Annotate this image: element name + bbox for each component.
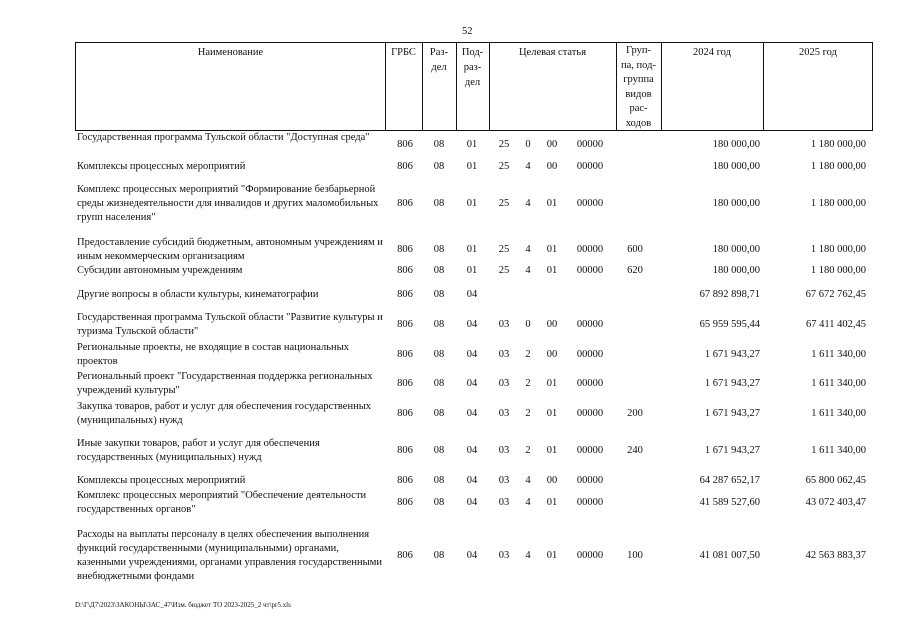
cell-razdel: 08: [433, 445, 445, 456]
cell-target-direction: 00000: [576, 475, 604, 486]
cell-podrazdel: 01: [466, 139, 478, 150]
cell-razdel: 08: [433, 161, 445, 172]
cell-target-event: 00: [546, 319, 558, 330]
table-row: [0, 474, 905, 488]
cell-name: Комплексы процессных мероприятий: [77, 475, 246, 486]
table-row: [0, 400, 905, 428]
cell-podrazdel: 04: [466, 289, 478, 300]
cell-target-direction: 00000: [576, 445, 604, 456]
cell-target-program: 25: [498, 161, 510, 172]
cell-target-subprogram: 0: [525, 139, 531, 150]
header-grbs: ГРБС: [391, 47, 416, 58]
cell-2024: 41 589 527,60: [699, 497, 760, 508]
cell-2025: 65 800 062,45: [805, 475, 866, 486]
cell-podrazdel: 01: [466, 198, 478, 209]
cell-razdel: 08: [433, 550, 445, 561]
header-razdel: Раз- дел: [429, 47, 449, 73]
cell-2024: 180 000,00: [712, 139, 760, 150]
page-number: 52: [462, 26, 473, 37]
cell-name: Региональный проект "Государственная поддержка региональных учреждений культуры": [77, 371, 373, 396]
cell-2025: 1 180 000,00: [810, 139, 866, 150]
table-row: [0, 528, 905, 584]
table-row: [0, 264, 905, 278]
cell-2024: 64 287 652,17: [699, 475, 760, 486]
cell-name: Предоставление субсидий бюджетным, автономным учреждениям и иным некоммерческим организациям: [77, 237, 383, 262]
cell-target-event: 01: [546, 408, 558, 419]
table-row: [0, 341, 905, 369]
cell-razdel: 08: [433, 289, 445, 300]
cell-target-direction: 00000: [576, 550, 604, 561]
cell-2024: 67 892 898,71: [699, 289, 760, 300]
cell-target-event: 01: [546, 550, 558, 561]
cell-2025: 1 611 340,00: [811, 445, 866, 456]
cell-target-program: 03: [498, 349, 510, 360]
cell-target-direction: 00000: [576, 497, 604, 508]
cell-target-direction: 00000: [576, 349, 604, 360]
header-target-article: Целевая статья: [518, 47, 587, 58]
cell-razdel: 08: [433, 319, 445, 330]
cell-grbs: 806: [397, 445, 413, 456]
cell-target-direction: 00000: [576, 378, 604, 389]
table-row: [0, 183, 905, 225]
cell-razdel: 08: [433, 475, 445, 486]
cell-grbs: 806: [397, 289, 413, 300]
cell-2024: 180 000,00: [712, 161, 760, 172]
cell-target-direction: 00000: [576, 198, 604, 209]
cell-target-subprogram: 4: [525, 265, 531, 276]
cell-razdel: 08: [433, 378, 445, 389]
cell-target-event: 01: [546, 378, 558, 389]
cell-target-subprogram: 2: [525, 408, 531, 419]
cell-grbs: 806: [397, 139, 413, 150]
cell-name: Иные закупки товаров, работ и услуг для обеспечения государственных (муниципальных) нужд: [77, 438, 320, 463]
cell-grbs: 806: [397, 378, 413, 389]
cell-target-event: 00: [546, 349, 558, 360]
cell-name: Государственная программа Тульской области "Доступная среда": [77, 132, 370, 143]
table-row: [0, 131, 905, 159]
cell-target-program: 03: [498, 475, 510, 486]
cell-target-direction: 00000: [576, 139, 604, 150]
cell-target-subprogram: 4: [525, 161, 531, 172]
cell-grbs: 806: [397, 319, 413, 330]
cell-2025: 1 180 000,00: [810, 265, 866, 276]
table-row: [0, 236, 905, 264]
cell-grbs: 806: [397, 349, 413, 360]
cell-2025: 67 411 402,45: [806, 319, 866, 330]
cell-2025: 43 072 403,47: [805, 497, 866, 508]
cell-grbs: 806: [397, 244, 413, 255]
header-podrazdel: Под- раз- дел: [461, 47, 484, 88]
cell-expense-group: 620: [627, 265, 643, 276]
cell-2024: 180 000,00: [712, 198, 760, 209]
cell-target-program: 03: [498, 408, 510, 419]
cell-razdel: 08: [433, 244, 445, 255]
header-2024: 2024 год: [693, 47, 731, 58]
cell-target-direction: 00000: [576, 161, 604, 172]
cell-razdel: 08: [433, 265, 445, 276]
cell-2025: 1 180 000,00: [810, 244, 866, 255]
cell-podrazdel: 04: [466, 497, 478, 508]
cell-target-program: 25: [498, 198, 510, 209]
cell-podrazdel: 04: [466, 550, 478, 561]
cell-name: Комплекс процессных мероприятий "Обеспечение деятельности государственных органов": [77, 490, 367, 515]
cell-2024: 180 000,00: [712, 244, 760, 255]
cell-podrazdel: 04: [466, 349, 478, 360]
cell-target-event: 01: [546, 244, 558, 255]
cell-podrazdel: 04: [466, 319, 478, 330]
cell-grbs: 806: [397, 161, 413, 172]
cell-target-subprogram: 2: [525, 349, 531, 360]
cell-razdel: 08: [433, 497, 445, 508]
cell-target-event: 01: [546, 198, 558, 209]
cell-2024: 1 671 943,27: [704, 408, 760, 419]
cell-target-program: 03: [498, 445, 510, 456]
cell-name: Закупка товаров, работ и услуг для обеспечения государственных (муниципальных) нужд: [77, 401, 372, 426]
cell-razdel: 08: [433, 408, 445, 419]
cell-podrazdel: 01: [466, 161, 478, 172]
cell-target-direction: 00000: [576, 408, 604, 419]
table-header: [75, 42, 873, 131]
cell-target-program: 03: [498, 497, 510, 508]
cell-2025: 1 180 000,00: [810, 198, 866, 209]
cell-grbs: 806: [397, 475, 413, 486]
table-row: [0, 489, 905, 517]
cell-target-direction: 00000: [576, 265, 604, 276]
cell-podrazdel: 04: [466, 408, 478, 419]
table-row: [0, 288, 905, 302]
cell-grbs: 806: [397, 497, 413, 508]
header-name: Наименование: [197, 47, 264, 58]
cell-expense-group: 600: [627, 244, 643, 255]
cell-grbs: 806: [397, 408, 413, 419]
cell-podrazdel: 04: [466, 475, 478, 486]
cell-name: Комплексы процессных мероприятий: [77, 161, 246, 172]
cell-target-event: 00: [546, 161, 558, 172]
cell-target-program: 03: [498, 378, 510, 389]
cell-2025: 1 180 000,00: [810, 161, 866, 172]
cell-2024: 65 959 595,44: [699, 319, 760, 330]
cell-2024: 1 671 943,27: [704, 445, 760, 456]
cell-podrazdel: 04: [466, 378, 478, 389]
cell-target-subprogram: 4: [525, 244, 531, 255]
cell-target-program: 25: [498, 265, 510, 276]
cell-2024: 1 671 943,27: [704, 378, 760, 389]
cell-target-event: 01: [546, 265, 558, 276]
cell-razdel: 08: [433, 198, 445, 209]
cell-name: Комплекс процессных мероприятий "Формирование безбарьерной среды жизнедеятельности для инвалидов и других маломобильных групп населения": [77, 184, 379, 223]
table-row: [0, 370, 905, 398]
cell-grbs: 806: [397, 550, 413, 561]
cell-grbs: 806: [397, 198, 413, 209]
cell-2025: 1 611 340,00: [811, 349, 866, 360]
cell-target-subprogram: 4: [525, 497, 531, 508]
cell-target-direction: 00000: [576, 244, 604, 255]
cell-target-program: 25: [498, 139, 510, 150]
cell-target-event: 01: [546, 445, 558, 456]
cell-grbs: 806: [397, 265, 413, 276]
cell-2025: 1 611 340,00: [811, 378, 866, 389]
cell-name: Субсидии автономным учреждениям: [77, 265, 243, 276]
cell-2025: 1 611 340,00: [811, 408, 866, 419]
cell-target-program: 25: [498, 244, 510, 255]
cell-name: Другие вопросы в области культуры, кинематографии: [77, 289, 319, 300]
table-row: [0, 311, 905, 339]
header-expense-group: Груп- па, под- группа видов рас- ходов: [621, 45, 656, 129]
cell-2024: 41 081 007,50: [699, 550, 760, 561]
table-row: [0, 437, 905, 465]
cell-name: Расходы на выплаты персоналу в целях обеспечения выполнения функций государственными (муниципальными) органами, казенными учреждениями, органами управления государственными внебюджетными фондами: [77, 529, 382, 582]
cell-expense-group: 240: [627, 445, 643, 456]
file-path-footer: D:\Г\Д7\2023\ЗАКОНЫ\ЗАС_47\Изм. бюджет ТО 2023-2025_2 чт\pr5.xls: [75, 601, 291, 609]
cell-expense-group: 200: [627, 408, 643, 419]
cell-razdel: 08: [433, 349, 445, 360]
cell-2025: 67 672 762,45: [805, 289, 866, 300]
cell-2025: 42 563 883,37: [805, 550, 866, 561]
cell-target-event: 00: [546, 139, 558, 150]
cell-target-event: 00: [546, 475, 558, 486]
cell-name: Государственная программа Тульской области "Развитие культуры и туризма Тульской области": [77, 312, 383, 337]
cell-podrazdel: 01: [466, 265, 478, 276]
header-2025: 2025 год: [799, 47, 837, 58]
cell-podrazdel: 04: [466, 445, 478, 456]
table-row: [0, 160, 905, 174]
cell-target-program: 03: [498, 550, 510, 561]
cell-2024: 180 000,00: [712, 265, 760, 276]
cell-target-subprogram: 4: [525, 475, 531, 486]
cell-podrazdel: 01: [466, 244, 478, 255]
cell-2024: 1 671 943,27: [704, 349, 760, 360]
cell-name: Региональные проекты, не входящие в состав национальных проектов: [77, 342, 349, 367]
cell-target-subprogram: 0: [525, 319, 531, 330]
cell-target-program: 03: [498, 319, 510, 330]
cell-target-subprogram: 4: [525, 550, 531, 561]
cell-expense-group: 100: [627, 550, 643, 561]
cell-target-direction: 00000: [576, 319, 604, 330]
cell-target-subprogram: 4: [525, 198, 531, 209]
cell-target-event: 01: [546, 497, 558, 508]
cell-razdel: 08: [433, 139, 445, 150]
cell-target-subprogram: 2: [525, 378, 531, 389]
cell-target-subprogram: 2: [525, 445, 531, 456]
